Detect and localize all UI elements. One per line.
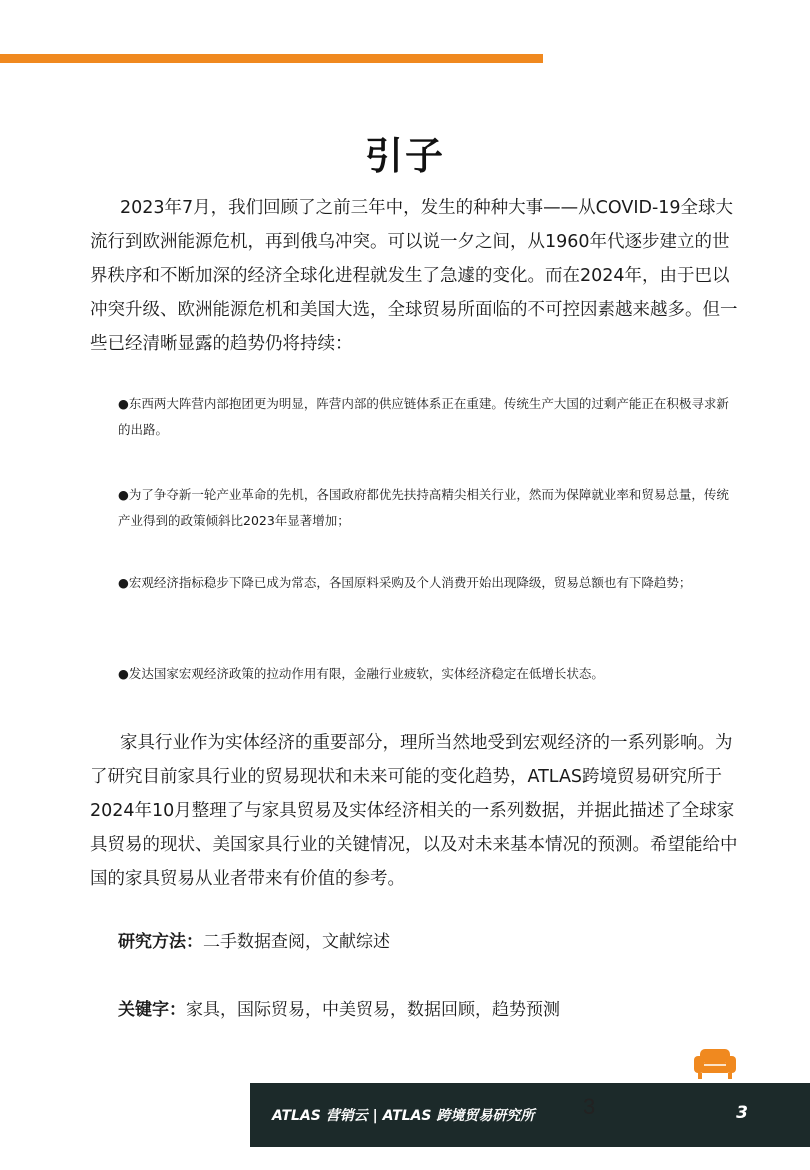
footer-page-number: 3: [736, 1103, 748, 1123]
top-accent-bar: [0, 54, 543, 63]
research-method-value: 二手数据查阅，文献综述: [203, 932, 390, 952]
intro-paragraph: 2023年7月，我们回顾了之前三年中，发生的种种大事——从COVID-19全球大流行到欧洲能源危机，再到俄乌冲突。可以说一夕之间，从1960年代逐步建立的世界秩序和不断加深的经济全球化进程就发生了急遽的变化。而在2024年，由于巴以冲突升级、欧洲能源危机和美国大选，全球贸易所面临的不可控因素越来越多。但一些已经清晰显露的趋势仍将持续：: [90, 198, 738, 354]
bullet-item-1: ●东西两大阵营内部抱团更为明显，阵营内部的供应链体系正在重建。传统生产大国的过剩产能正在积极寻求新的出路。: [118, 396, 729, 437]
sofa-icon: [693, 1045, 737, 1081]
keywords-label: 关键字：: [118, 1000, 186, 1020]
footer-logo: ATLAS 营销云 | ATLAS 跨境贸易研究所: [272, 1108, 535, 1124]
keywords-value: 家具，国际贸易，中美贸易，数据回顾，趋势预测: [186, 1000, 560, 1020]
body-paragraph: 家具行业作为实体经济的重要部分，理所当然地受到宏观经济的一系列影响。为了研究目前家具行业的贸易现状和未来可能的变化趋势，ATLAS跨境贸易研究所于2024年10月整理了与家具贸易及实体经济相关的一系列数据，并据此描述了全球家具贸易的现状、美国家具行业的关键情况，以及对未来基本情况的预测。希望能给中国的家具贸易从业者带来有价值的参考。: [90, 733, 738, 889]
research-method: [118, 927, 390, 952]
bullet-item-4: ●发达国家宏观经济政策的拉动作用有限，金融行业疲软，实体经济稳定在低增长状态。: [118, 666, 604, 681]
page-number-overlay: 3: [583, 1094, 596, 1119]
bullet-item-2: ●为了争夺新一轮产业革命的先机，各国政府都优先扶持高精尖相关行业，然而为保障就业率和贸易总量，传统产业得到的政策倾斜比2023年显著增加；: [118, 487, 729, 528]
keywords: [118, 995, 560, 1020]
page-title: 引子: [364, 134, 445, 178]
research-method-label: 研究方法：: [118, 932, 203, 952]
footer-bar: [250, 1083, 810, 1147]
bullet-item-3: ●宏观经济指标稳步下降已成为常态，各国原料采购及个人消费开始出现降级，贸易总额也有下降趋势；: [118, 575, 692, 590]
